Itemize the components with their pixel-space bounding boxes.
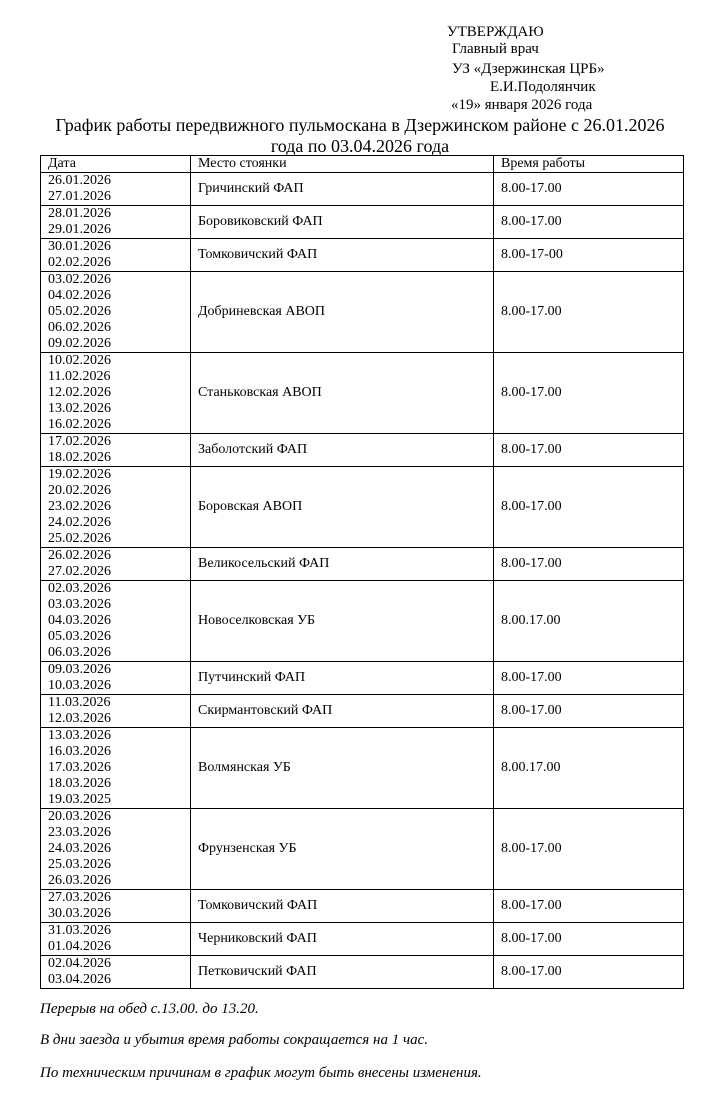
table-row — [41, 173, 684, 206]
date-value: 12.03.2026 — [48, 711, 111, 726]
table-row — [41, 809, 684, 890]
date-value: 11.03.2026 — [48, 695, 111, 710]
row-time: 8.00-17.00 — [494, 662, 684, 695]
note-changes: По техническим причинам в график могут быть внесены изменения. — [40, 1065, 482, 1081]
date-value: 29.01.2026 — [48, 222, 111, 237]
table-row — [41, 581, 684, 662]
row-dates — [41, 662, 191, 695]
date-value: 17.02.2026 — [48, 434, 111, 449]
row-place: Черниковский ФАП — [191, 923, 494, 956]
table-row — [41, 695, 684, 728]
row-dates — [41, 272, 191, 353]
row-time: 8.00-17.00 — [494, 173, 684, 206]
row-time: 8.00-17.00 — [494, 434, 684, 467]
row-place: Добриневская АВОП — [191, 272, 494, 353]
date-value: 19.03.2025 — [48, 792, 111, 807]
date-value: 13.03.2026 — [48, 728, 111, 743]
row-place: Боровиковский ФАП — [191, 206, 494, 239]
date-value: 23.03.2026 — [48, 825, 111, 840]
table-row — [41, 272, 684, 353]
row-dates — [41, 923, 191, 956]
table-header-row — [41, 156, 684, 173]
schedule-table — [40, 155, 684, 989]
date-value: 16.03.2026 — [48, 744, 111, 759]
document-title — [20, 115, 700, 157]
row-place: Новоселковская УБ — [191, 581, 494, 662]
row-place: Путчинский ФАП — [191, 662, 494, 695]
date-value: 18.03.2026 — [48, 776, 111, 791]
row-dates — [41, 206, 191, 239]
date-value: 24.03.2026 — [48, 841, 111, 856]
date-value: 20.03.2026 — [48, 809, 111, 824]
date-value: 23.02.2026 — [48, 499, 111, 514]
approval-position: Главный врач — [452, 41, 539, 57]
row-place: Фрунзенская УБ — [191, 809, 494, 890]
row-place: Петковичский ФАП — [191, 956, 494, 989]
row-dates — [41, 434, 191, 467]
table-row — [41, 548, 684, 581]
date-value: 06.03.2026 — [48, 645, 111, 660]
date-value: 02.03.2026 — [48, 581, 111, 596]
row-place: Гричинский ФАП — [191, 173, 494, 206]
table-row — [41, 206, 684, 239]
row-dates — [41, 467, 191, 548]
date-value: 17.03.2026 — [48, 760, 111, 775]
date-value: 25.02.2026 — [48, 531, 111, 546]
title-line-1: График работы передвижного пульмоскана в Дзержинском районе с 26.01.2026 — [55, 115, 665, 135]
date-value: 03.02.2026 — [48, 272, 111, 287]
row-place: Станьковская АВОП — [191, 353, 494, 434]
row-place: Томковичский ФАП — [191, 239, 494, 272]
row-time: 8.00-17.00 — [494, 272, 684, 353]
date-value: 01.04.2026 — [48, 939, 111, 954]
table-row — [41, 434, 684, 467]
date-value: 20.02.2026 — [48, 483, 111, 498]
row-place: Заболотский ФАП — [191, 434, 494, 467]
row-place: Волмянская УБ — [191, 728, 494, 809]
date-value: 03.04.2026 — [48, 972, 111, 987]
date-value: 24.02.2026 — [48, 515, 111, 530]
date-value: 09.03.2026 — [48, 662, 111, 677]
date-value: 12.02.2026 — [48, 385, 111, 400]
row-time: 8.00-17.00 — [494, 890, 684, 923]
date-value: 04.03.2026 — [48, 613, 111, 628]
date-value: 10.03.2026 — [48, 678, 111, 693]
table-body — [41, 173, 684, 989]
row-dates — [41, 809, 191, 890]
approval-organization: УЗ «Дзержинская ЦРБ» — [452, 61, 605, 77]
row-dates — [41, 890, 191, 923]
table-row — [41, 353, 684, 434]
row-dates — [41, 173, 191, 206]
row-time: 8.00-17.00 — [494, 206, 684, 239]
date-value: 27.02.2026 — [48, 564, 111, 579]
date-value: 13.02.2026 — [48, 401, 111, 416]
table-row — [41, 662, 684, 695]
date-value: 06.02.2026 — [48, 320, 111, 335]
row-time: 8.00-17-00 — [494, 239, 684, 272]
note-lunch-break: Перерыв на обед с.13.00. до 13.20. — [40, 1001, 259, 1017]
row-place: Великосельский ФАП — [191, 548, 494, 581]
date-value: 26.02.2026 — [48, 548, 111, 563]
row-dates — [41, 581, 191, 662]
row-time: 8.00.17.00 — [494, 728, 684, 809]
row-dates — [41, 956, 191, 989]
row-dates — [41, 728, 191, 809]
date-value: 26.01.2026 — [48, 173, 111, 188]
row-time: 8.00-17.00 — [494, 467, 684, 548]
row-time: 8.00-17.00 — [494, 548, 684, 581]
date-value: 28.01.2026 — [48, 206, 111, 221]
table-row — [41, 239, 684, 272]
date-value: 11.02.2026 — [48, 369, 111, 384]
row-dates — [41, 695, 191, 728]
date-value: 19.02.2026 — [48, 467, 111, 482]
note-arrival-departure: В дни заезда и убытия время работы сокращается на 1 час. — [40, 1032, 429, 1048]
table-row — [41, 467, 684, 548]
table-row — [41, 956, 684, 989]
row-time: 8.00-17.00 — [494, 956, 684, 989]
date-value: 30.03.2026 — [48, 906, 111, 921]
table-row — [41, 890, 684, 923]
row-place: Скирмантовский ФАП — [191, 695, 494, 728]
approval-header: УТВЕРЖДАЮ — [447, 24, 544, 40]
table-row — [41, 728, 684, 809]
row-time: 8.00-17.00 — [494, 353, 684, 434]
date-value: 16.02.2026 — [48, 417, 111, 432]
row-time: 8.00-17.00 — [494, 809, 684, 890]
title-line-2: года по 03.04.2026 года — [270, 136, 450, 156]
date-value: 04.02.2026 — [48, 288, 111, 303]
date-value: 27.01.2026 — [48, 189, 111, 204]
date-value: 03.03.2026 — [48, 597, 111, 612]
approval-date: «19» января 2026 года — [451, 97, 593, 113]
row-place: Боровская АВОП — [191, 467, 494, 548]
date-value: 31.03.2026 — [48, 923, 111, 938]
row-dates — [41, 239, 191, 272]
row-place: Томковичский ФАП — [191, 890, 494, 923]
date-value: 26.03.2026 — [48, 873, 111, 888]
date-value: 18.02.2026 — [48, 450, 111, 465]
date-value: 25.03.2026 — [48, 857, 111, 872]
row-dates — [41, 548, 191, 581]
approval-signatory: Е.И.Подолянчик — [490, 79, 596, 95]
date-value: 05.02.2026 — [48, 304, 111, 319]
row-dates — [41, 353, 191, 434]
table-row — [41, 923, 684, 956]
date-value: 30.01.2026 — [48, 239, 111, 254]
date-value: 10.02.2026 — [48, 353, 111, 368]
date-value: 02.02.2026 — [48, 255, 111, 270]
row-time: 8.00-17.00 — [494, 923, 684, 956]
row-time: 8.00-17.00 — [494, 695, 684, 728]
date-value: 02.04.2026 — [48, 956, 111, 971]
header-time: Время работы — [494, 156, 684, 173]
header-place: Место стоянки — [191, 156, 494, 173]
row-time: 8.00.17.00 — [494, 581, 684, 662]
header-date: Дата — [41, 156, 191, 173]
date-value: 09.02.2026 — [48, 336, 111, 351]
date-value: 05.03.2026 — [48, 629, 111, 644]
date-value: 27.03.2026 — [48, 890, 111, 905]
